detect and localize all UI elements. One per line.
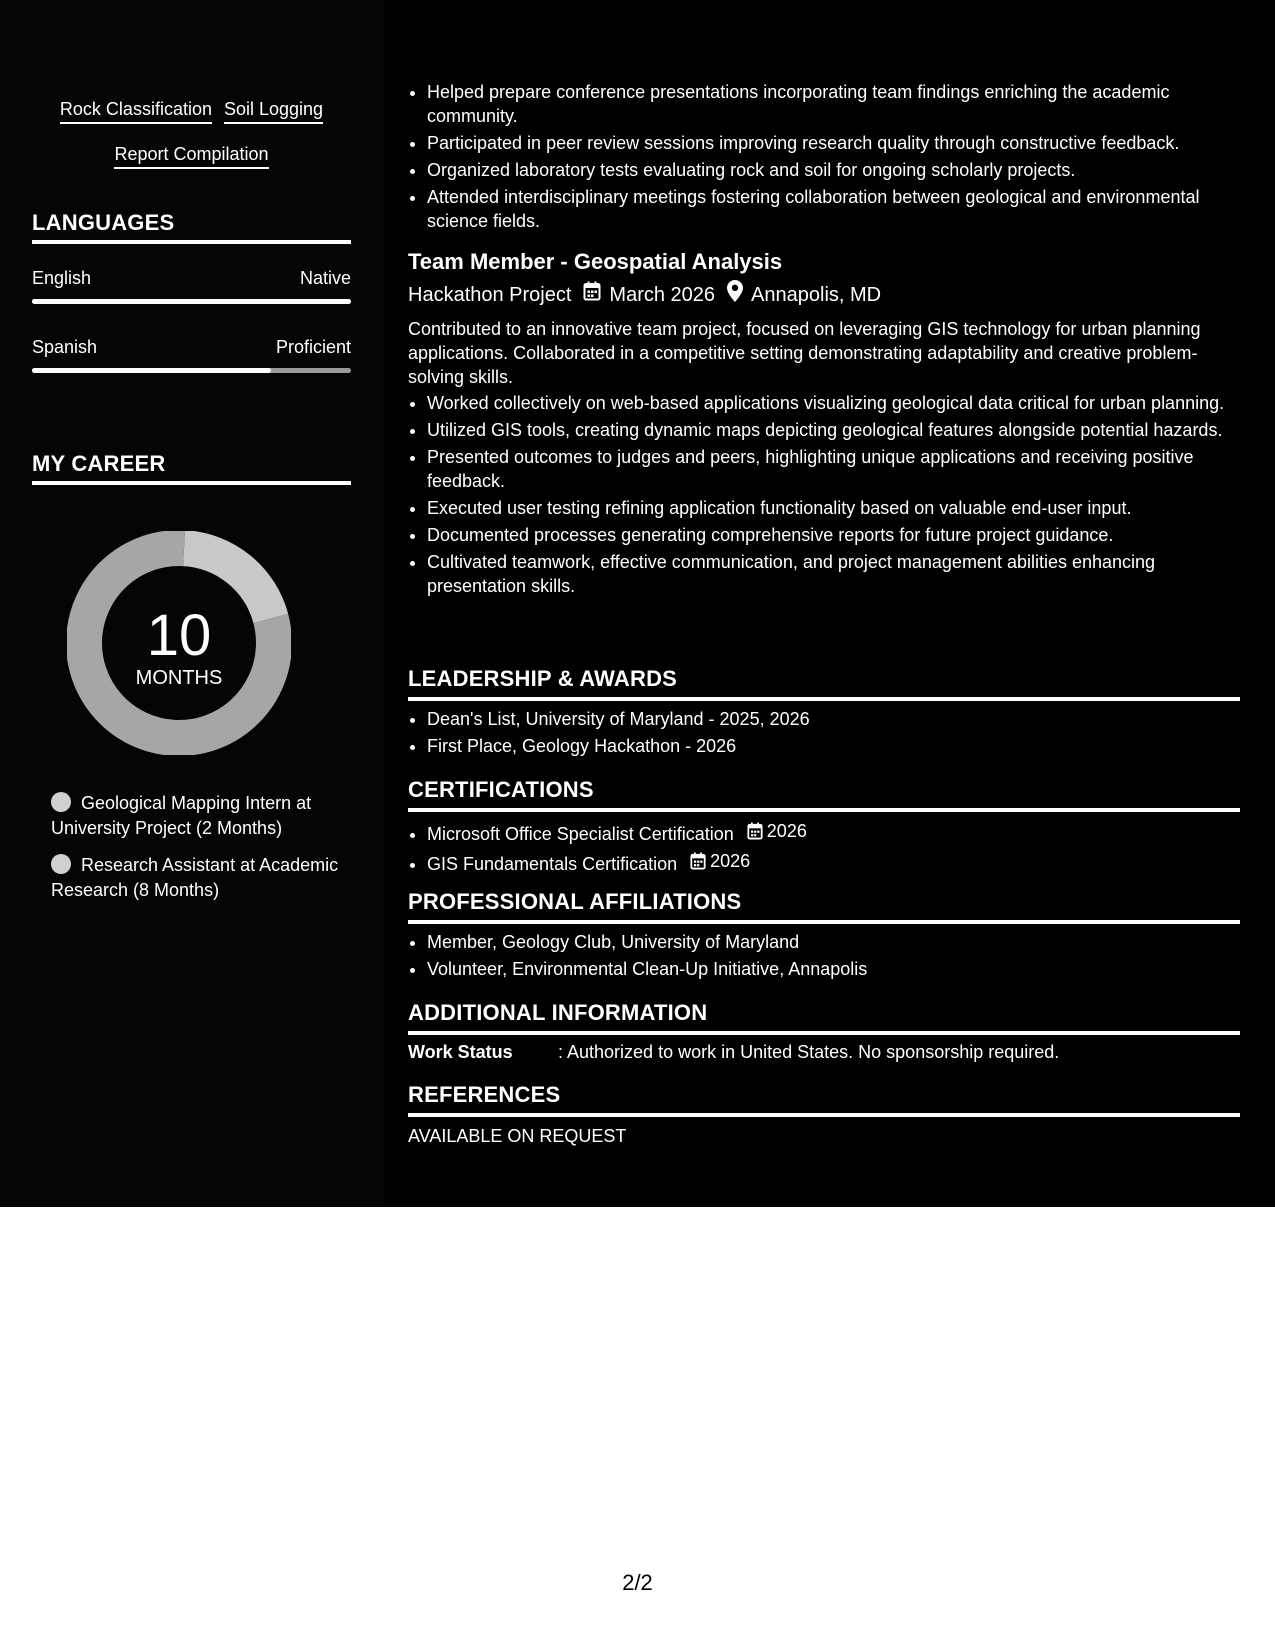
skill-tags: [32, 88, 351, 178]
affiliations-list: [408, 930, 1240, 984]
list-item: • First Place, Geology Hackathon - 2026: [427, 734, 1240, 758]
list-item: • Documented processes generating comprehensive reports for future project guidance.: [427, 523, 1240, 547]
list-item: [427, 819, 1240, 846]
list-item: • Helped prepare conference presentations incorporating team findings enriching the academic community.: [427, 80, 1240, 128]
language-row: [32, 337, 351, 358]
page-number: 2/2: [622, 1570, 653, 1595]
language-row: [32, 268, 351, 289]
certification-name: GIS Fundamentals Certification: [427, 854, 678, 874]
career-donut-chart: [67, 531, 291, 755]
calendar-icon: [583, 281, 601, 309]
skill-tag: Soil Logging: [224, 98, 323, 124]
career-legend-item: [51, 791, 341, 841]
list-item: • Member, Geology Club, University of Maryland: [427, 930, 1240, 954]
certification-year: 2026: [710, 851, 751, 871]
leadership-heading: LEADERSHIP & AWARDS: [408, 666, 1240, 701]
career-legend-dot: [51, 792, 71, 812]
career-heading: MY CAREER: [32, 451, 351, 485]
certifications-heading: CERTIFICATIONS: [408, 777, 1240, 812]
list-item: • Organized laboratory tests evaluating rock and soil for ongoing scholarly projects.: [427, 158, 1240, 182]
job-date: March 2026: [609, 284, 716, 306]
languages-heading: LANGUAGES: [32, 210, 351, 244]
sidebar: [32, 0, 351, 1207]
main-column: [408, 0, 1240, 1207]
certifications-list: [408, 819, 1240, 879]
list-item: • Volunteer, Environmental Clean-Up Initiative, Annapolis: [427, 957, 1240, 981]
calendar-icon: [747, 822, 763, 840]
job-company: Hackathon Project: [408, 284, 572, 306]
work-status-value: : Authorized to work in United States. No sponsorship required.: [558, 1042, 1060, 1062]
language-bar: [32, 299, 351, 304]
language-bar: [32, 368, 351, 373]
certification-year: 2026: [766, 821, 807, 841]
career-legend-text: Research Assistant at Academic Research (8 Months): [51, 855, 339, 900]
list-item: • Presented outcomes to judges and peers, highlighting unique applications and receiving positive feedback.: [427, 445, 1240, 493]
list-item: • Attended interdisciplinary meetings fostering collaboration between geological and environmental science fields.: [427, 185, 1240, 233]
language-bar-fill: [32, 299, 351, 304]
certification-name: Microsoft Office Specialist Certification: [427, 824, 734, 844]
language-name: Spanish: [32, 337, 98, 357]
affiliations-heading: PROFESSIONAL AFFILIATIONS: [408, 889, 1240, 924]
career-legend-dot: [51, 854, 71, 874]
list-item: • Dean's List, University of Maryland - 2025, 2026: [427, 707, 1240, 731]
career-total-unit: MONTHS: [135, 667, 223, 689]
language-level: Proficient: [275, 337, 351, 357]
references-heading: REFERENCES: [408, 1082, 1240, 1117]
language-level: Native: [299, 268, 351, 288]
career-total-number: 10: [146, 603, 212, 668]
language-name: English: [32, 268, 92, 288]
career-legend-text: Geological Mapping Intern at University Project (2 Months): [51, 793, 312, 838]
skill-tag: Report Compilation: [114, 143, 268, 169]
job-meta: [408, 280, 1240, 310]
career-legend-item: [51, 853, 341, 903]
work-status-row: [408, 1042, 1059, 1063]
leadership-list: [408, 707, 1240, 761]
list-item: [427, 849, 1240, 876]
calendar-icon: [690, 852, 706, 870]
work-status-label: Work Status: [408, 1042, 513, 1062]
location-pin-icon: [727, 280, 743, 310]
list-item: • Utilized GIS tools, creating dynamic maps depicting geological features alongside potential hazards.: [427, 418, 1240, 442]
additional-info-heading: ADDITIONAL INFORMATION: [408, 1000, 1240, 1035]
list-item: • Worked collectively on web-based applications visualizing geological data critical for urban planning.: [427, 391, 1240, 415]
job-location: Annapolis, MD: [751, 284, 882, 306]
job-entry: [408, 248, 1240, 601]
list-item: • Participated in peer review sessions improving research quality through constructive feedback.: [427, 131, 1240, 155]
references-text: AVAILABLE ON REQUEST: [408, 1126, 627, 1146]
job-description: Contributed to an innovative team project, focused on leveraging GIS technology for urban planning applications. Collaborated in a competitive setting demonstrating adaptability and creative problem-solving skills.: [408, 319, 1201, 387]
skill-tag: Rock Classification: [60, 98, 212, 124]
list-item: • Cultivated teamwork, effective communication, and project management abilities enhancing presentation skills.: [427, 550, 1240, 598]
list-item: • Executed user testing refining application functionality based on valuable end-user input.: [427, 496, 1240, 520]
job-title: Team Member - Geospatial Analysis: [408, 249, 783, 274]
language-bar-fill: [32, 368, 271, 373]
previous-job-bullets: [408, 80, 1240, 236]
